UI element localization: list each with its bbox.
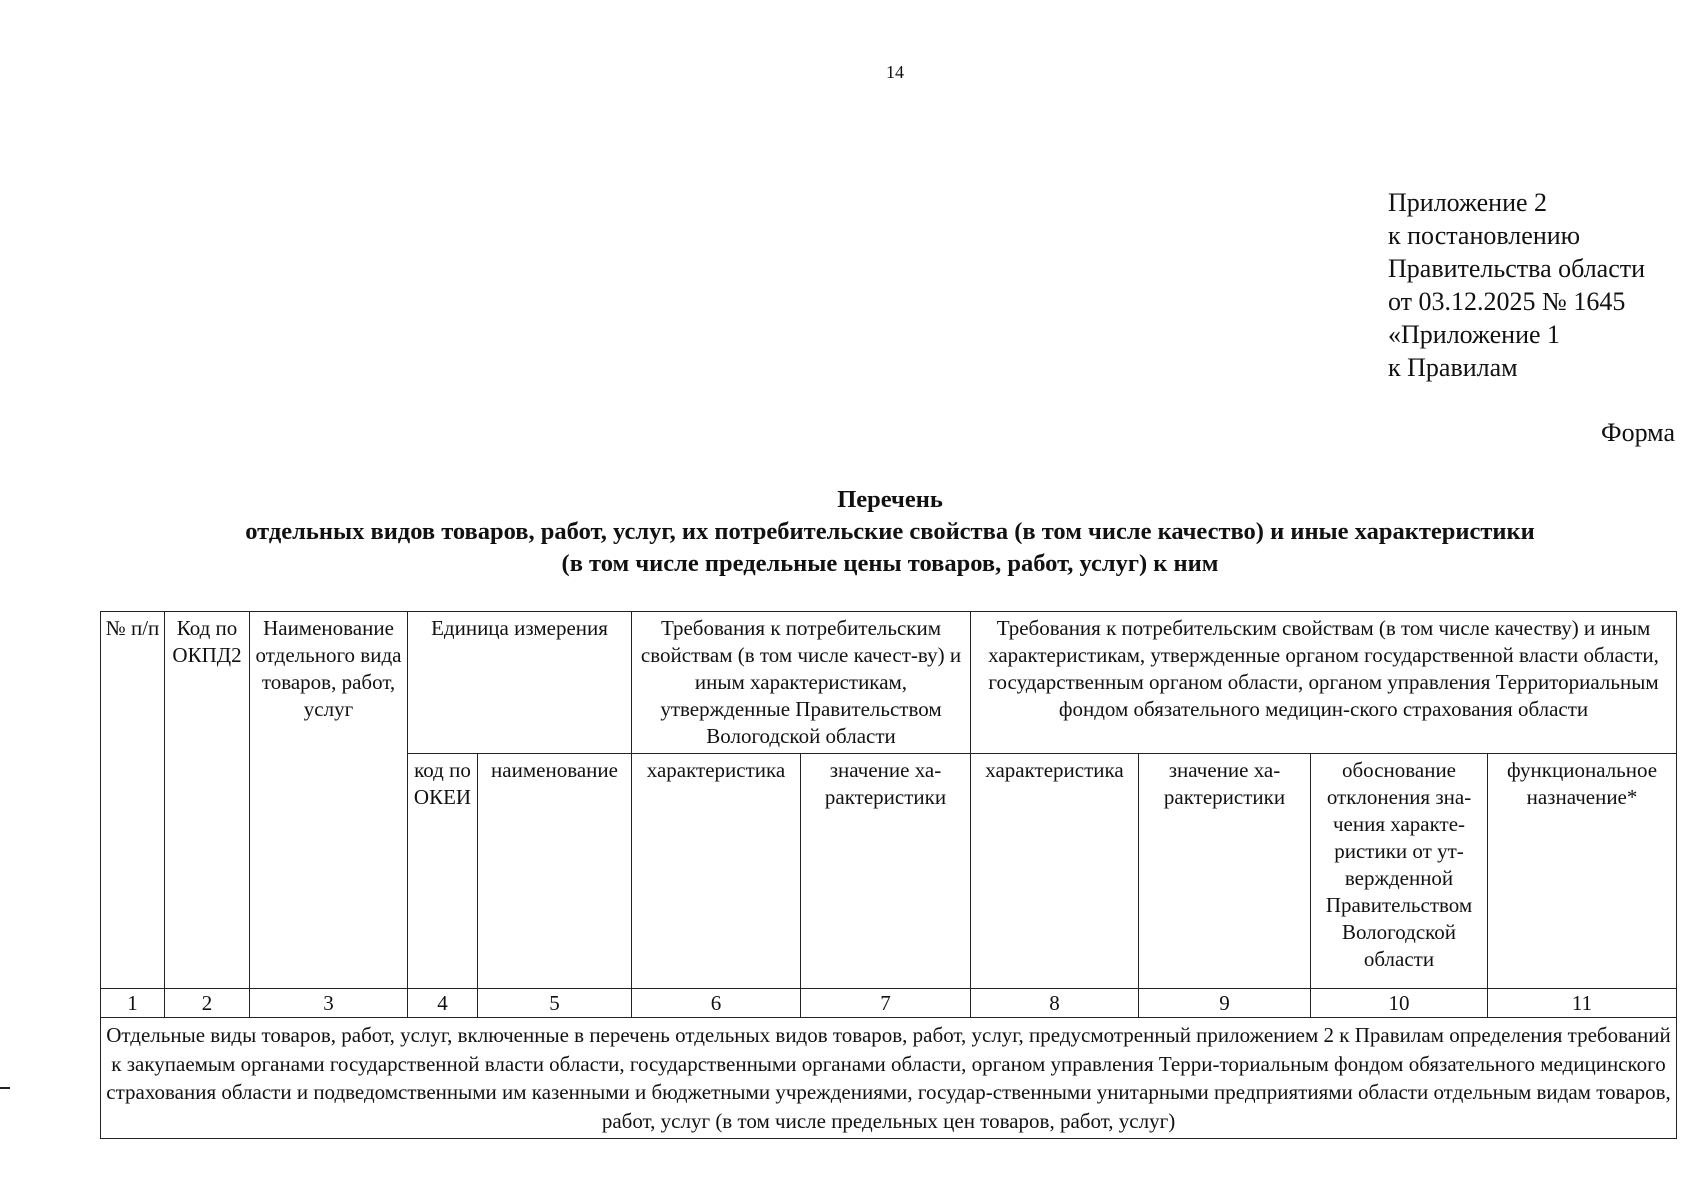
column-number: 11	[1488, 989, 1677, 1018]
header-body-value: значение ха-рактеристики	[1139, 754, 1311, 989]
appendix-block	[1388, 186, 1645, 384]
title-line-3: (в том числе предельные цены товаров, работ, услуг) к ним	[561, 550, 1219, 577]
column-number: 8	[971, 989, 1139, 1018]
title-line-2: отдельных видов товаров, работ, услуг, их потребительские свойства (в том числе качество) и иные характеристики	[245, 518, 1535, 545]
header-num: № п/п	[101, 612, 165, 989]
header-purpose: функциональное назначение*	[1488, 754, 1677, 989]
column-number: 6	[632, 989, 801, 1018]
appendix-line: к постановлению	[1388, 221, 1581, 250]
header-body-requirements: Требования к потребительским свойствам (в том числе качеству) и иным характеристикам, утвержденные органом государственной власти области, государственным органом области, органом управления Территориальным фондом обязательного медицин-ского страхования области	[971, 612, 1677, 754]
header-unit-name: наименование	[478, 754, 632, 989]
header-gov-requirements: Требования к потребительским свойствам (в том числе качест-ву) и иным характеристикам, утвержденные Правительством Вологодской области	[632, 612, 971, 754]
document-title	[100, 484, 1680, 580]
margin-mark	[0, 1087, 10, 1089]
column-number: 1	[101, 989, 165, 1018]
column-number: 5	[478, 989, 632, 1018]
header-justification: обоснование отклонения зна-чения характе-ристики от ут-вержденной Правительством Вологодской области	[1311, 754, 1488, 989]
header-okpd: Код по ОКПД2	[165, 612, 250, 989]
column-number: 9	[1139, 989, 1311, 1018]
header-unit-code: код по ОКЕИ	[408, 754, 478, 989]
header-body-characteristic: характеристика	[971, 754, 1139, 989]
header-gov-value: значение ха-рактеристики	[801, 754, 971, 989]
appendix-line: к Правилам	[1388, 353, 1518, 382]
column-number-row	[101, 989, 1677, 1018]
column-number: 4	[408, 989, 478, 1018]
header-unit: Единица измерения	[408, 612, 632, 754]
column-number: 2	[165, 989, 250, 1018]
header-name: Наименование отдельного вида товаров, работ, услуг	[250, 612, 408, 989]
column-number: 3	[250, 989, 408, 1018]
appendix-line: «Приложение 1	[1388, 320, 1561, 349]
page-number: 14	[886, 62, 904, 82]
appendix-line: от 03.12.2025 № 1645	[1388, 287, 1626, 316]
form-label: Форма	[1601, 418, 1675, 447]
requirements-table	[100, 611, 1677, 1139]
table-body-text: Отдельные виды товаров, работ, услуг, включенные в перечень отдельных видов товаров, работ, услуг, предусмотренный приложением 2 к Правилам определения требований к закупаемым органами государственной власти области, государственными органами области, органом управления Терри-ториальным фондом обязательного медицинского страхования области и подведомственными им казенными и бюджетными учреждениями, государ-ственными унитарными предприятиями области отдельным видам товаров, работ, услуг (в том числе предельных цен товаров, работ, услуг)	[101, 1018, 1677, 1139]
appendix-line: Приложение 2	[1388, 188, 1548, 217]
column-number: 10	[1311, 989, 1488, 1018]
title-line-1: Перечень	[837, 486, 943, 513]
column-number: 7	[801, 989, 971, 1018]
header-gov-characteristic: характеристика	[632, 754, 801, 989]
appendix-line: Правительства области	[1388, 254, 1646, 283]
